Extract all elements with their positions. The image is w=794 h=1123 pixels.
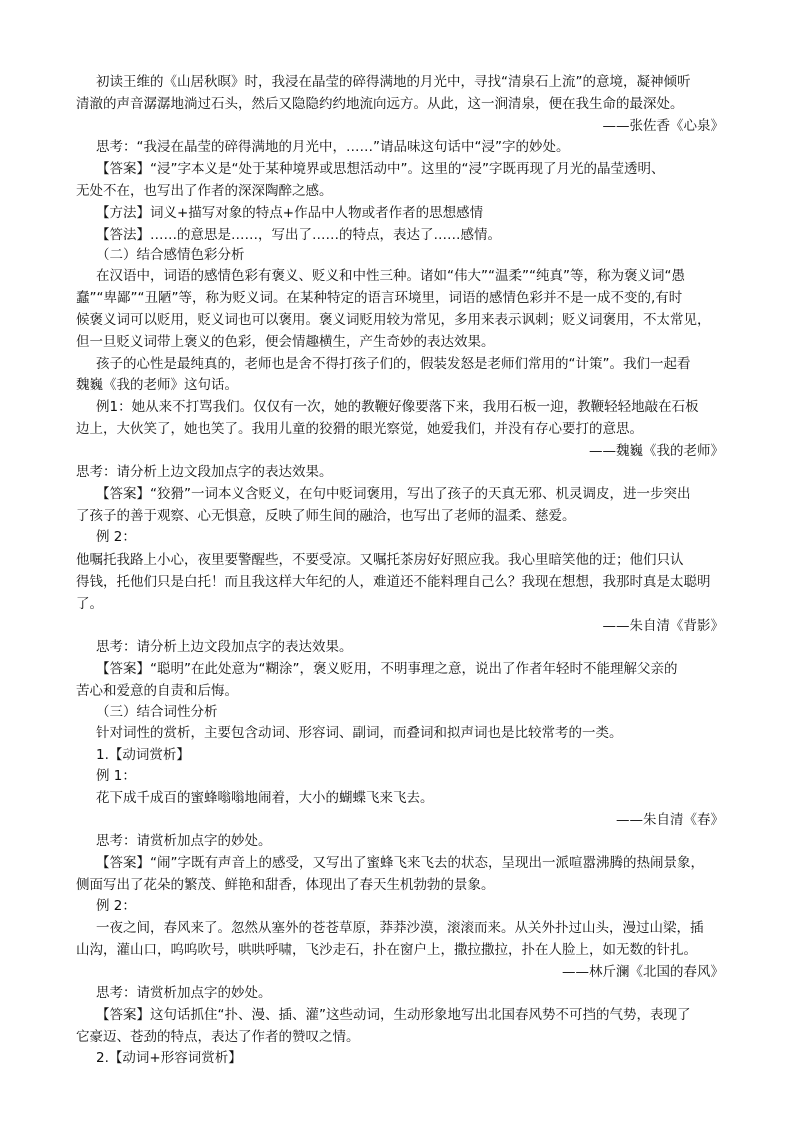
source-citation: ——张佐香《心泉》 xyxy=(602,118,724,134)
answer-line: 苦心和爱意的自责和后悔。 xyxy=(76,683,238,699)
answer-line: 了孩子的善于观察、心无惧意，反映了师生间的融洽，也写出了老师的温柔、慈爱。 xyxy=(76,508,576,524)
answer-line: 【答案】这句话抓住“扑、漫、插、灌”这些动词，生动形象地写出北国春风势不可挡的气势，表现了 xyxy=(96,1007,691,1023)
example-line: 花下成千成百的蜜蜂嗡嗡地闹着，大小的蝴蝶飞来飞去。 xyxy=(96,790,434,806)
question-line: 思考：请赏析加点字的妙处。 xyxy=(96,985,272,1001)
subsection-heading: 1.【动词赏析】 xyxy=(96,747,190,763)
source-citation: ——魏巍《我的老师》 xyxy=(589,443,724,459)
example-line: 得钱，托他们只是白托！而且我这样大年纪的人，难道还不能料理自己么？我现在想想，我那时真是太聪明 xyxy=(76,574,711,590)
paragraph-line: 孩子的心性是最纯真的，老师也是舍不得打孩子们的，假装发怒是老师们常用的“计策”。我们一起看 xyxy=(96,356,691,372)
answer-line: 【答案】“狡猾”一词本义含贬义，在句中贬词褒用，写出了孩子的天真无邪、机灵调皮，进一步突出 xyxy=(96,486,691,502)
section-heading: （三）结合词性分析 xyxy=(96,704,218,720)
example-line: 山沟，灌山口，呜呜吹号，哄哄呼啸，飞沙走石，扑在窗户上，撒拉撒拉，扑在人脸上，如无数的针扎。 xyxy=(76,942,697,958)
answer-line: 【答案】“浸”字本义是“处于某种境界或思想活动中”。这里的“浸”字既再现了月光的晶莹透明、 xyxy=(96,161,665,177)
paragraph-line: 初读王维的《山居秋暝》时，我浸在晶莹的碎得满地的月光中，寻找“清泉石上流”的意境，凝神倾听 xyxy=(96,74,691,90)
example-line: 他嘱托我路上小心，夜里要警醒些，不要受凉。又嘱托茶房好好照应我。我心里暗笑他的迂；他们只认 xyxy=(76,552,684,568)
answer-method-line: 【答法】……的意思是……，写出了……的特点，表达了……感情。 xyxy=(96,227,501,243)
answer-line: 【答案】“聪明”在此处意为“糊涂”，褒义贬用，不明事理之意，说出了作者年轻时不能理解父亲的 xyxy=(96,661,678,677)
question-line: 思考：“我浸在晶莹的碎得满地的月光中，……”请品味这句话中“浸”字的妙处。 xyxy=(96,139,570,155)
paragraph-line: 魏巍《我的老师》这句话。 xyxy=(76,377,238,393)
paragraph-line: 蠢”“卑鄙”“丑陋”等，称为贬义词。在某种特定的语言环境里，词语的感情色彩并不是一成不变的,有时 xyxy=(76,290,683,306)
paragraph-line: 清澈的声音潺潺地淌过石头，然后又隐隐约约地流向远方。从此，这一涧清泉，便在我生命的最深处。 xyxy=(76,96,684,112)
answer-line: 【答案】“闹”字既有声音上的感受，又写出了蜜蜂飞来飞去的状态，呈现出一派喧嚣沸腾的热闹景象， xyxy=(96,855,704,871)
answer-line: 无处不在，也写出了作者的深深陶醉之感。 xyxy=(76,183,333,199)
question-line: 思考：请分析上边文段加点字的表达效果。 xyxy=(76,464,333,480)
example-label: 例 1： xyxy=(96,768,136,784)
paragraph-line: 针对词性的赏析，主要包含动词、形容词、副词，而叠词和拟声词也是比较常考的一类。 xyxy=(96,725,623,741)
example-line: 例1：她从来不打骂我们。仅仅有一次，她的教鞭好像要落下来，我用石板一迎，教鞭轻轻地敲在石板 xyxy=(96,399,699,415)
example-line: 了。 xyxy=(76,596,103,612)
paragraph-line: 在汉语中，词语的感情色彩有褒义、贬义和中性三种。诸如“伟大”“温柔”“纯真”等，称为褒义词“愚 xyxy=(96,268,685,284)
answer-line: 侧面写出了花朵的繁茂、鲜艳和甜香，体现出了春天生机勃勃的景象。 xyxy=(76,877,495,893)
source-citation: ——朱自清《春》 xyxy=(616,812,724,828)
question-line: 思考：请赏析加点字的妙处。 xyxy=(96,833,272,849)
paragraph-line: 候褒义词可以贬用，贬义词也可以褒用。褒义词贬用较为常见，多用来表示讽刺；贬义词褒用，不太常见， xyxy=(76,312,711,328)
example-label: 例 2： xyxy=(96,529,136,545)
question-line: 思考：请分析上边文段加点字的表达效果。 xyxy=(96,639,353,655)
example-label: 例 2： xyxy=(96,898,136,914)
source-citation: ——林斤澜《北国的春风》 xyxy=(562,964,724,980)
subsection-heading: 2.【动词+形容词赏析】 xyxy=(96,1050,242,1066)
section-heading: （二）结合感情色彩分析 xyxy=(96,247,245,263)
paragraph-line: 但一旦贬义词带上褒义的色彩，便会情趣横生，产生奇妙的表达效果。 xyxy=(76,334,495,350)
method-line: 【方法】词义+描写对象的特点+作品中人物或者作者的思想感情 xyxy=(96,205,484,221)
example-line: 一夜之间，春风来了。忽然从塞外的苍苍草原，莽莽沙漠，滚滚而来。从关外扑过山头，漫过山梁，插 xyxy=(96,920,704,936)
example-line: 边上，大伙笑了，她也笑了。我用儿童的狡猾的眼光察觉，她爱我们，并没有存心要打的意思。 xyxy=(76,421,643,437)
source-citation: ——朱自清《背影》 xyxy=(602,618,724,634)
answer-line: 它豪迈、苍劲的特点，表达了作者的赞叹之情。 xyxy=(76,1029,360,1045)
